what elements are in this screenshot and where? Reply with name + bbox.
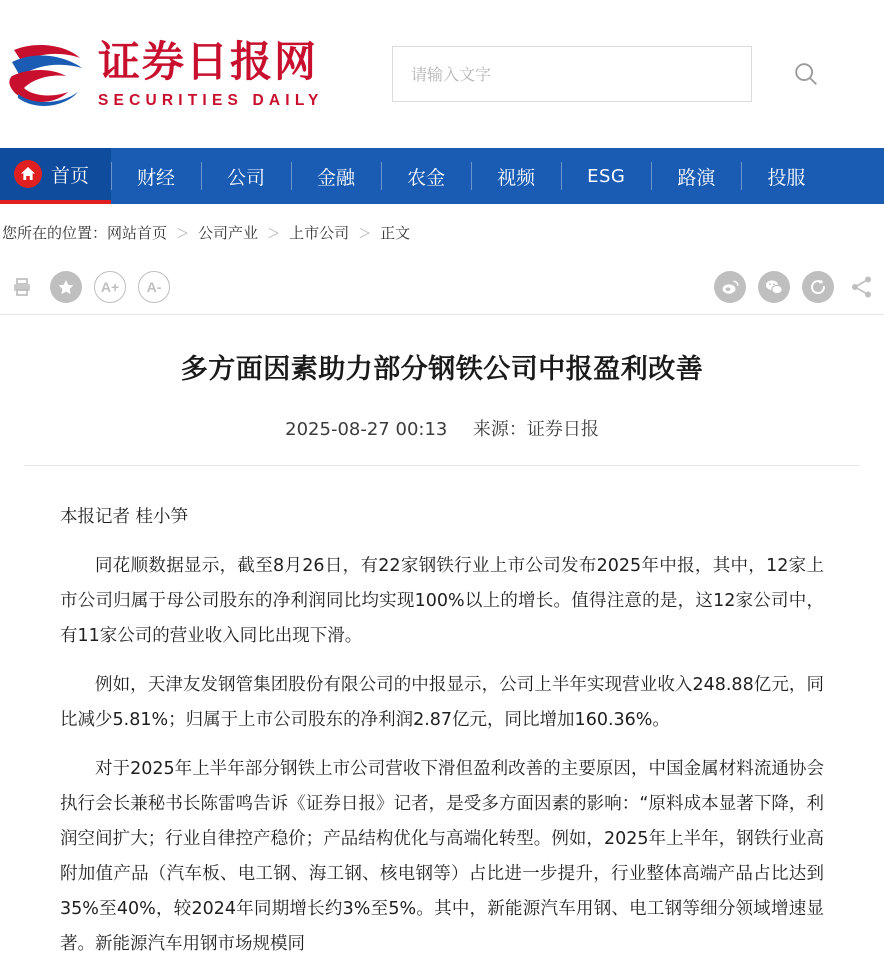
- nav-item-toufu[interactable]: [741, 148, 831, 204]
- breadcrumb-item-industry[interactable]: 公司产业: [198, 224, 259, 242]
- breadcrumb-item-home[interactable]: 网站首页: [107, 224, 168, 242]
- nav-item-label-esg: ESG: [587, 165, 626, 187]
- site-logo[interactable]: [0, 14, 324, 134]
- search-input[interactable]: [409, 47, 735, 101]
- toolbar-share-group: [714, 271, 878, 303]
- article-source-label: 来源：: [472, 418, 527, 440]
- font-decrease-icon[interactable]: A-: [138, 271, 170, 303]
- wechat-share-icon[interactable]: [758, 271, 790, 303]
- site-header: [0, 0, 884, 148]
- favorite-icon[interactable]: [50, 271, 82, 303]
- refresh-icon[interactable]: [802, 271, 834, 303]
- search-area: [320, 46, 884, 102]
- font-increase-icon[interactable]: A+: [94, 271, 126, 303]
- nav-item-shipin[interactable]: [471, 148, 561, 204]
- article-title: 多方面因素助力部分钢铁公司中报盈利改善: [180, 354, 704, 385]
- nav-item-label-toufu: 投服: [767, 166, 806, 189]
- print-icon[interactable]: [6, 271, 38, 303]
- article-toolbar: [0, 259, 884, 315]
- logo-title-en: SECURITIES DAILY: [98, 92, 324, 110]
- breadcrumb-separator: ＞: [176, 227, 190, 242]
- breadcrumb-separator: ＞: [267, 227, 281, 242]
- nav-item-label-luyan: 路演: [677, 166, 716, 189]
- nav-item-home[interactable]: [0, 148, 111, 204]
- article-byline: 本报记者 桂小笋: [60, 506, 189, 527]
- breadcrumb-separator: ＞: [358, 227, 372, 242]
- nav-item-nongjin[interactable]: [381, 148, 471, 204]
- logo-text: [98, 38, 324, 110]
- nav-item-label-nongjin: 农金: [407, 166, 446, 189]
- nav-item-caijing[interactable]: [111, 148, 201, 204]
- nav-item-jinrong[interactable]: [291, 148, 381, 204]
- article: [0, 351, 884, 962]
- article-meta: [24, 415, 860, 441]
- nav-item-label-home: 首页: [51, 164, 90, 187]
- toolbar-left-group: [6, 271, 170, 303]
- weibo-share-icon[interactable]: [714, 271, 746, 303]
- nav-item-label-jinrong: 金融: [317, 166, 356, 189]
- search-box[interactable]: [392, 46, 752, 102]
- breadcrumb-item-listed[interactable]: 上市公司: [289, 224, 350, 242]
- nav-item-gongsi[interactable]: [201, 148, 291, 204]
- share-icon[interactable]: [846, 271, 878, 303]
- nav-item-label-caijing: 财经: [137, 166, 176, 189]
- home-icon: [14, 160, 42, 188]
- article-source: 证券日报: [526, 418, 599, 440]
- search-icon[interactable]: [786, 54, 826, 94]
- breadcrumb-item-current: 正文: [380, 224, 411, 242]
- article-body: [24, 466, 860, 962]
- logo-mark-icon: [8, 36, 86, 112]
- article-paragraph: 例如，天津友发钢管集团股份有限公司的中报显示，公司上半年实现营业收入248.88亿元，同比减少5.81%；归属于上市公司股东的净利润2.87亿元，同比增加160.36%。: [60, 674, 824, 730]
- nav-item-esg[interactable]: [561, 148, 651, 204]
- article-paragraph: 同花顺数据显示，截至8月26日，有22家钢铁行业上市公司发布2025年中报，其中，12家上市公司归属于母公司股东的净利润同比均实现100%以上的增长。值得注意的是，这12家公司中，有11家公司的营业收入同比出现下滑。: [60, 555, 824, 646]
- nav-item-label-shipin: 视频: [497, 166, 536, 189]
- article-datetime: 2025-08-27 00:13: [285, 418, 448, 440]
- article-paragraph: 对于2025年上半年部分钢铁上市公司营收下滑但盈利改善的主要原因，中国金属材料流通协会执行会长兼秘书长陈雷鸣告诉《证券日报》记者，是受多方面因素的影响：“原料成本显著下降，利润空间扩大；行业自律控产稳价；产品结构优化与高端化转型。例如，2025年上半年，钢铁行业高附加值产品（汽车板、电工钢、海工钢、核电钢等）占比进一步提升，行业整体高端产品占比达到35%至40%，较2024年同期增长约3%至5%。其中，新能源汽车用钢、电工钢等细分领域增速显著。新能源汽车用钢市场规模同: [60, 758, 824, 954]
- breadcrumb-label: 您所在的位置：: [2, 224, 108, 242]
- nav-item-luyan[interactable]: [651, 148, 741, 204]
- logo-title-cn: 证券日报网: [98, 36, 319, 86]
- breadcrumb: [0, 204, 884, 259]
- nav-item-label-gongsi: 公司: [227, 166, 266, 189]
- main-nav: [0, 148, 884, 204]
